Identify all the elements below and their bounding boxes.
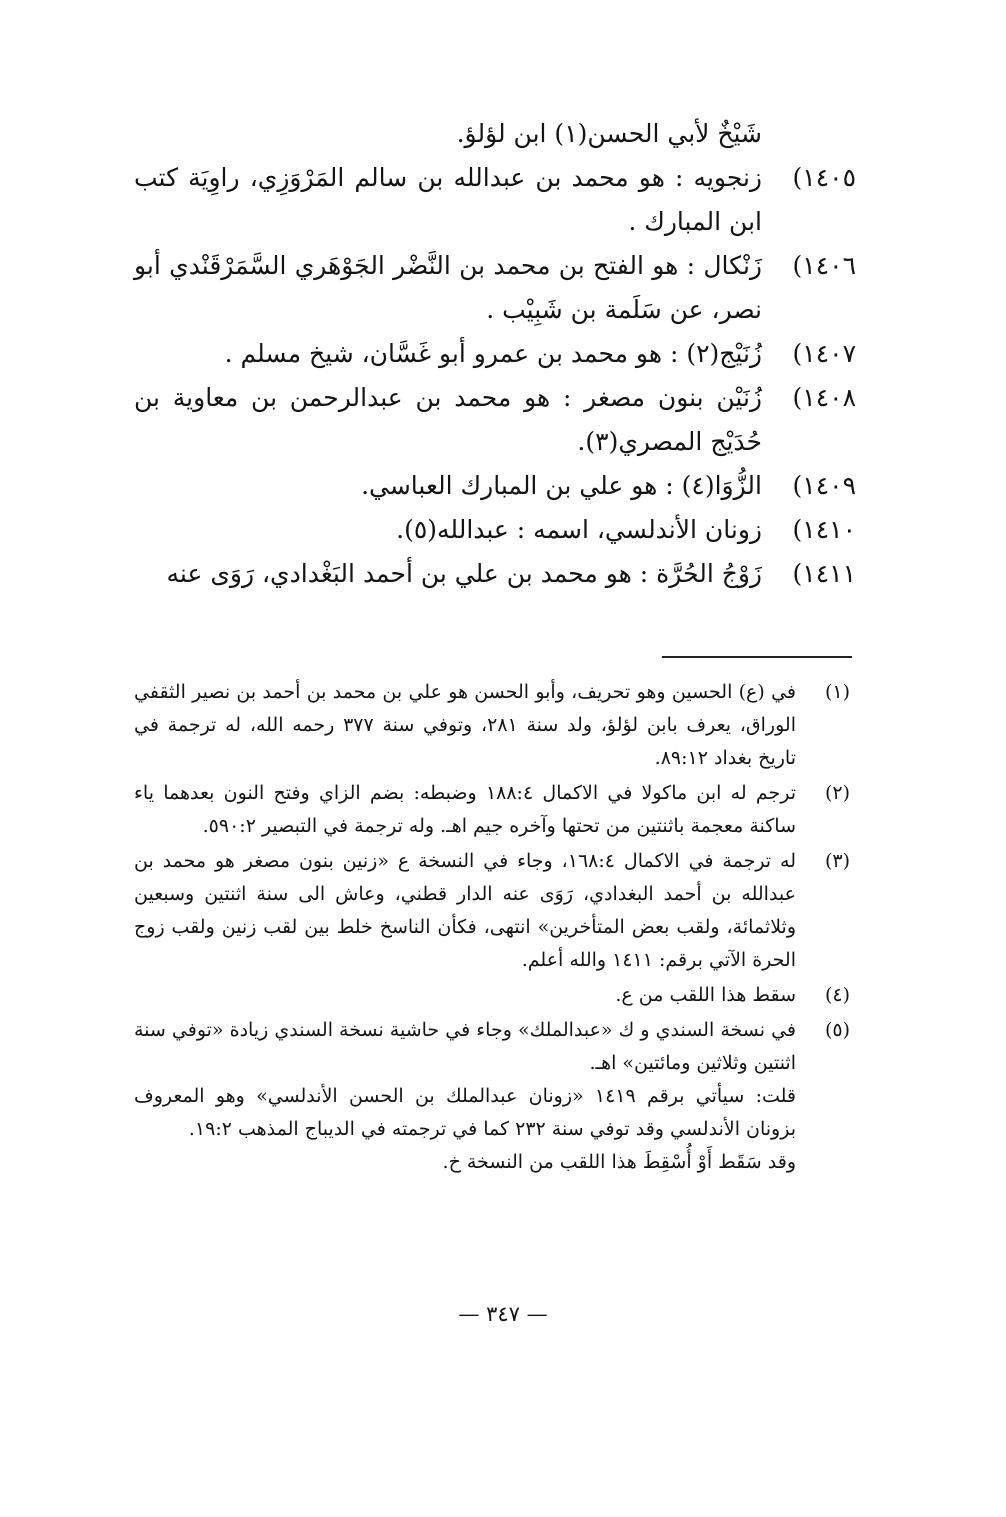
footnote-text: في نسخة السندي و ك «عبدالملك» وجاء في حاشية نسخة السندي زيادة «توفي سنة اثنتين وثلاثين ومائتين» اهـ.	[134, 1019, 796, 1074]
footnote-number: (٢)	[824, 782, 850, 804]
footnote-number: (٣)	[824, 850, 850, 872]
entry-number: ١٤١١)	[792, 559, 856, 588]
main-text	[134, 112, 856, 596]
footnote-number: (١)	[824, 681, 850, 703]
entry-number: ١٤٠٥)	[792, 163, 856, 192]
entry-number: ١٤٠٨)	[792, 383, 856, 412]
footnote-text: وقد سَقَط أَوْ أُسْقِطَ هذا اللقب من النسخة خ.	[442, 1151, 796, 1173]
footnote-1	[134, 676, 856, 775]
entry-0	[134, 112, 856, 156]
entry-number: ١٤١٠)	[792, 515, 856, 544]
footnote-3	[134, 845, 856, 977]
entry-number: ١٤٠٦)	[792, 251, 856, 280]
footnote-text: له ترجمة في الاكمال ١٦٨:٤، وجاء في النسخة ع «زنين بنون مصغر هو محمد بن عبدالله بن أحمد البغدادي، رَوَى عنه الدار قطني، وعاش الى سنة اثنتين وسبعين وثلاثمائة، ولقب بعض المتأخرين» انتهى، فكأن الناسخ خلط بين لقب زنين ولقب زوج الحرة الآتي برقم: ١٤١١ والله أعلم.	[134, 850, 796, 971]
footnote-text: ترجم له ابن ماكولا في الاكمال ١٨٨:٤ وضبطه: بضم الزاي وفتح النون بعدهما ياء ساكنة معجمة باثنتين من تحتها وآخره جيم اهـ. وله ترجمة في التبصير ٥٩٠:٢.	[134, 782, 796, 837]
entry-1411	[134, 552, 856, 596]
footnote-2	[134, 777, 856, 843]
entry-text: شَيْخٌ لأبي الحسن(١) ابن لؤلؤ.	[456, 119, 762, 148]
entry-text: زنجويه : هو محمد بن عبدالله بن سالم المَرْوَزِي، راوِيَة كتب ابن المبارك .	[134, 163, 762, 236]
entry-1409	[134, 464, 856, 508]
entry-number: ١٤٠٩)	[792, 471, 856, 500]
entry-1405	[134, 156, 856, 244]
entry-text: زُنَيْج(٢) : هو محمد بن عمرو أبو غَسَّان، شيخ مسلم .	[224, 339, 762, 368]
footnote-4	[134, 979, 856, 1012]
entry-text: زَوْجُ الحُرَّة : هو محمد بن علي بن أحمد البَغْدادي، رَوَى عنه	[166, 559, 762, 588]
entry-text: زونان الأندلسي، اسمه : عبدالله(٥).	[396, 515, 762, 544]
entry-1406	[134, 244, 856, 332]
entry-1408	[134, 376, 856, 464]
page-number: — ٣٤٧ —	[458, 1302, 548, 1326]
entry-text: زَنْكال : هو الفتح بن محمد بن النَّضْر الجَوْهَري السَّمَرْقَنْدي أبو نصر، عن سَلَمة بن شَبِيْب .	[134, 251, 762, 324]
footnotes	[134, 676, 856, 1181]
footnote-divider	[662, 656, 852, 658]
footnote-text: في (ع) الحسين وهو تحريف، وأبو الحسن هو علي بن محمد بن أحمد بن نصير الثقفي الوراق، يعرف بابن لؤلؤ، ولد سنة ٢٨١، وتوفي سنة ٣٧٧ رحمه الله، له ترجمة في تاريخ بغداد ٨٩:١٢.	[134, 681, 796, 769]
entry-text: الزُّوَا(٤) : هو علي بن المبارك العباسي.	[361, 471, 762, 500]
footnote-number: (٥)	[824, 1019, 850, 1041]
footnote-number: (٤)	[824, 984, 850, 1006]
entry-1407	[134, 332, 856, 376]
footnote-5	[134, 1014, 856, 1179]
entry-1410	[134, 508, 856, 552]
entry-number: ١٤٠٧)	[792, 339, 856, 368]
footnote-text: قلت: سيأتي برقم ١٤١٩ «زونان عبدالملك بن الحسن الأندلسي» وهو المعروف بزونان الأندلسي وقد توفي سنة ٢٣٢ كما في ترجمته في الديباج المذهب ١٩:٢.	[134, 1085, 796, 1140]
footnote-text: سقط هذا اللقب من ع.	[615, 984, 796, 1006]
entry-text: زُنَيْن بنون مصغر : هو محمد بن عبدالرحمن بن معاوية بن حُدَيْج المصري(٣).	[134, 383, 762, 456]
